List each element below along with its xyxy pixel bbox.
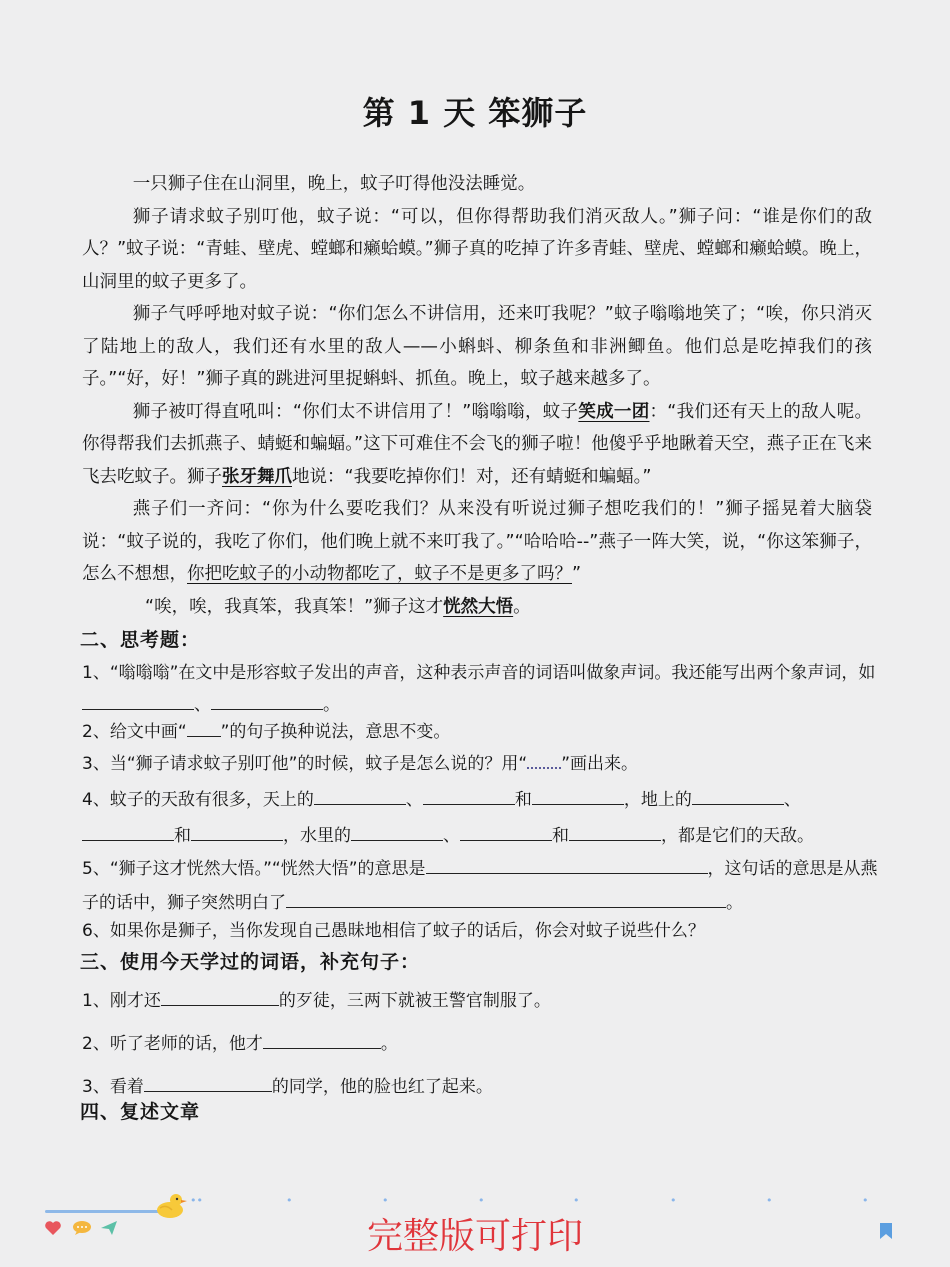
story-text [82,168,872,623]
story-paragraph: 狮子气呼呼地对蚊子说：“你们怎么不讲信用，还来叮我呢？”蚊子嗡嗡地笑了；“唉，你只消灭了陆地上的敌人，我们还有水里的敌人——小蝌蚪、柳条鱼和非洲鲫鱼。他们总是吃掉我们的孩子。”“好，好！”狮子真的跳进河里捉蝌蚪、抓鱼。晚上，蚊子越来越多了。 [82,304,872,389]
section-heading: 三、使用今天学过的词语，补充句子： [80,951,421,973]
answer-blank[interactable] [211,691,323,710]
answer-blank[interactable] [569,822,661,841]
question-5: 5、“狮子这才恍然大悟。”“恍然大悟”的意思是 ，这句话的意思是从燕子的话中，狮子突然明白了 。 [82,852,882,920]
answer-blank[interactable] [263,1030,381,1049]
answer-blank[interactable] [314,786,406,805]
wavy-line-mark [527,751,561,769]
answer-blank[interactable] [82,691,194,710]
highlight-word: 笑成一团 [578,401,650,422]
fill-sentence-2: 2、听了老师的话，他才 。 [82,1028,882,1060]
question-4: 4、蚊子的天敌有很多，天上的 、 和 ，地上的 、 和 ，水里的 、 和 ，都是它们的天敌。 [82,782,882,854]
question-6: 6、如果你是狮子，当你发现自己愚昧地相信了蚊子的话后，你会对蚊子说些什么？ [82,921,705,941]
story-paragraph: 一只狮子住在山洞里，晚上，蚊子叮得他没法睡觉。 [132,174,536,194]
water-drop-icon: •• [190,1194,203,1207]
answer-blank[interactable] [532,786,624,805]
fill-sentence-1: 1、刚才还 的歹徒，三两下就被王警官制服了。 [82,985,882,1017]
answer-blank[interactable] [286,889,726,908]
highlight-word: 恍然大悟 [443,596,514,617]
underlined-sentence: 你把吃蚊子的小动物都吃了，蚊子不是更多了吗？ [187,564,572,584]
highlight-word: 张牙舞爪 [222,466,292,487]
water-drop-icon: • [862,1194,869,1207]
print-label: 完整版可打印 [366,1216,583,1257]
fill-sentence-3: 3、看着 的同学，他的脸也红了起来。 [82,1071,882,1103]
answer-blank[interactable] [144,1073,272,1092]
answer-blank[interactable] [351,822,443,841]
story-paragraph: “唉，唉，我真笨，我真笨！”狮子这才恍然大悟。 [145,596,531,617]
answer-blank[interactable] [423,786,515,805]
question-3: 3、当“狮子请求蚊子别叮他”的时候，蚊子是怎么说的？用“ ”画出来。 [82,748,882,780]
water-drop-icon: • [670,1194,677,1207]
answer-blank[interactable] [82,822,174,841]
answer-blank[interactable] [692,786,784,805]
answer-blank[interactable] [191,822,283,841]
question-1: 1、“嗡嗡嗡”在文中是形容蚊子发出的声音，这种表示声音的词语叫做象声词。我还能写出两个象声词，如、 。 [82,663,876,715]
question-2: 2、给文中画“ ”的句子换种说法，意思不变。 [82,722,451,742]
story-paragraph: 狮子被叮得直吼叫：“你们太不讲信用了！”嗡嗡嗡，蚊子笑成一团：“我们还有天上的敌人呢。你得帮我们去抓燕子、蜻蜓和蝙蝠。”这下可难住不会飞的狮子啦！他傻乎乎地瞅着天空，燕子正在飞来飞去吃蚊子。狮子张牙舞爪地说：“我要吃掉你们！对，还有蜻蜓和蝙蝠。” [82,401,873,487]
bookmark-icon[interactable] [879,1222,893,1240]
answer-blank[interactable] [426,855,708,874]
story-paragraph: 燕子们一齐问：“你为什么要吃我们？从来没有听说过狮子想吃我们的！”狮子摇晃着大脑袋说：“蚊子说的，我吃了你们，他们晚上就不来叮我了。”“哈哈哈--”燕子一阵大笑，说，“你这笨狮子，怎么不想想，你把吃蚊子的小动物都吃了，蚊子不是更多了吗？” [82,499,872,584]
water-drop-icon: • [382,1194,389,1207]
straight-line-mark [187,720,221,737]
water-drop-icon: • [766,1194,773,1207]
water-drop-icon: • [478,1194,485,1207]
water-drop-icon: • [573,1194,580,1207]
page-title: 第 1 天 笨狮子 [362,94,588,132]
story-paragraph: 狮子请求蚊子别叮他，蚊子说：“可以，但你得帮助我们消灭敌人。”狮子问：“谁是你们的敌人？”蚊子说：“青蛙、壁虎、螳螂和癞蛤蟆。”狮子真的吃掉了许多青蛙、壁虎、螳螂和癞蛤蟆。晚上，山洞里的蚊子更多了。 [82,206,872,292]
answer-blank[interactable] [161,987,279,1006]
water-drop-icon: • [286,1194,293,1207]
section-heading: 二、思考题： [80,629,201,651]
section-heading: 四、复述文章 [80,1101,201,1123]
answer-blank[interactable] [460,822,552,841]
